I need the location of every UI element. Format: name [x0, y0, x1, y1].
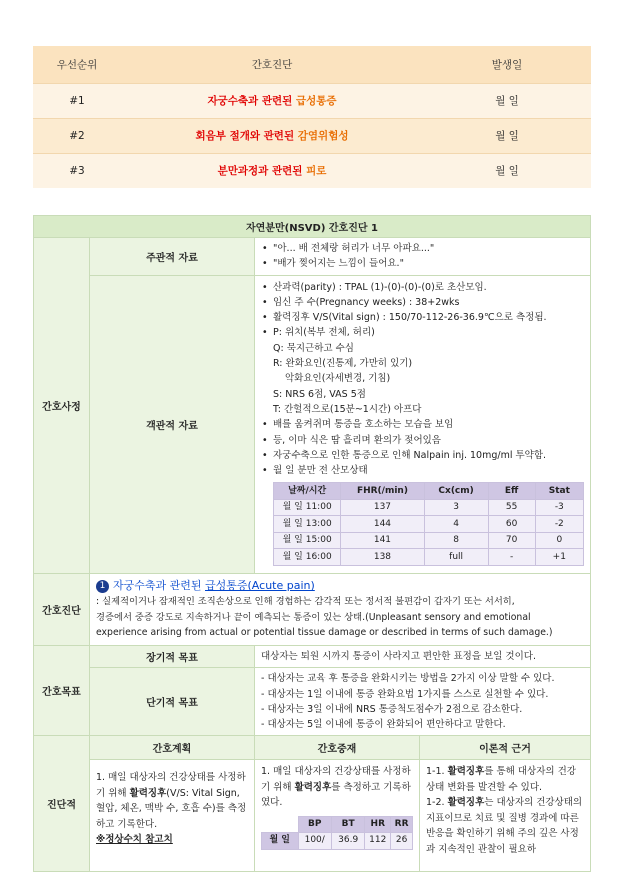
diagnosis-definition: : 실제적이거나 잠재적인 조직손상으로 인해 경험하는 감각적 또는 정서적 불편감이 갑자기 또는 서서히, 경증에서 중증 강도로 지속하거나 끝이 예측되는 통증이 있는 상태.(Unpleasant sensory and emotional experience arising from actual or potential tissue damage or described in terms of such damage.)	[96, 596, 553, 639]
table-row	[33, 83, 591, 118]
list-item: • 임신 주 수(Pregnancy weeks) : 38+2wks	[261, 295, 584, 310]
lab-cell: 0	[535, 532, 583, 549]
vital-signs-table	[261, 816, 413, 850]
objective-data	[255, 275, 591, 573]
header-diagnosis: 간호진단	[121, 46, 423, 83]
header-date: 발생일	[423, 46, 591, 83]
pqrst-r-sub: 악화요인(자세변경, 기침)	[285, 373, 391, 385]
goals-label: 간호목표	[34, 645, 90, 735]
diagnosis-content	[90, 573, 591, 645]
lab-cell: 144	[341, 516, 424, 533]
rationale-content	[420, 760, 591, 872]
lab-cell: full	[424, 549, 488, 566]
care-plan-table	[33, 215, 591, 872]
lab-cell: 월 일 15:00	[274, 532, 341, 549]
table-row	[33, 153, 591, 188]
implementation-header: 간호중재	[255, 736, 420, 760]
long-term-goal-label: 장기적 목표	[90, 645, 255, 667]
care-plan-title: 자연분만(NSVD) 간호진단 1	[34, 216, 591, 238]
lab-cell: 138	[341, 549, 424, 566]
list-item: - 대상자는 5일 이내에 통증이 완화되어 편안하다고 말한다.	[261, 719, 506, 731]
list-item: • "배가 찢어지는 느낌이 들어요."	[261, 256, 584, 271]
list-item: • 자궁수축으로 인한 통증으로 인해 Nalpain inj. 10mg/ml 투약함.	[261, 448, 584, 463]
lab-cell: 월 일 13:00	[274, 516, 341, 533]
lab-cell: 55	[488, 499, 535, 516]
lab-cell: -3	[535, 499, 583, 516]
table-row	[262, 833, 413, 850]
subjective-data	[255, 238, 591, 276]
header-priority: 우선순위	[33, 46, 121, 83]
lab-header: Stat	[535, 483, 583, 500]
vs-header: BP	[298, 816, 331, 833]
list-item: • "아... 배 전체랑 허리가 너무 아파요..."	[261, 241, 584, 256]
rank: #2	[33, 118, 121, 153]
lab-cell: 8	[424, 532, 488, 549]
vs-header: RR	[391, 816, 413, 833]
lab-header: 날짜/시간	[274, 483, 341, 500]
number-badge: 1	[96, 580, 109, 593]
lab-cell: 4	[424, 516, 488, 533]
vs-cell: 36.9	[331, 833, 364, 850]
list-item: - 대상자는 교육 후 통증을 완화시키는 방법을 2가지 이상 말할 수 있다.	[261, 673, 555, 685]
lab-header: Cx(cm)	[424, 483, 488, 500]
list-item: • 월 일 분만 전 산모상태	[261, 463, 584, 478]
implementation-content: 1. 매일 대상자의 건강상태를 사정하기 위해 활력징후를 측정하고 기록하였다. BP BT HR RR 월 일 100/ 36.9 112 26	[255, 760, 420, 872]
list-item: • P: 위치(복부 전체, 허리)	[261, 325, 584, 340]
list-item: • 산과력(parity) : TPAL (1)-(0)-(0)-(0)로 초산모임.	[261, 280, 584, 295]
rationale-1: 1-1. 활력징후를 통해 대상자의 건강상태 변화를 발견할 수 있다.	[426, 766, 576, 793]
date: 월 일	[423, 118, 591, 153]
lab-cell: 월 일 11:00	[274, 499, 341, 516]
lab-cell: 70	[488, 532, 535, 549]
lab-header: Eff	[488, 483, 535, 500]
assessment-label: 간호사정	[34, 238, 90, 574]
labor-progress-table	[273, 482, 584, 566]
rationale-header: 이론적 근거	[420, 736, 591, 760]
plan-header: 간호계획	[90, 736, 255, 760]
diagnosis-title: 1 자궁수축과 관련된 급성통증(Acute pain)	[96, 578, 584, 594]
vs-cell: 100/	[298, 833, 331, 850]
normal-values-note: ※정상수치 참고치	[96, 834, 173, 846]
lab-cell: 141	[341, 532, 424, 549]
lab-cell: 월 일 16:00	[274, 549, 341, 566]
pqrst-q: Q: 묵지근하고 수심	[273, 342, 354, 354]
table-row	[274, 499, 584, 516]
lab-header: FHR(/min)	[341, 483, 424, 500]
long-term-goal: 대상자는 퇴원 시까지 통증이 사라지고 편안한 표정을 보일 것이다.	[255, 645, 591, 667]
table-row	[274, 516, 584, 533]
priority-table	[33, 46, 591, 188]
objective-label: 객관적 자료	[90, 275, 255, 573]
vs-header: BT	[331, 816, 364, 833]
vs-cell: 112	[365, 833, 391, 850]
table-row	[274, 549, 584, 566]
short-term-goals	[255, 668, 591, 736]
diagnosis: 분만과정과 관련된 피로	[121, 153, 423, 188]
list-item: - 대상자는 3일 이내에 NRS 통증척도점수가 2점으로 감소한다.	[261, 703, 523, 715]
plan-content: 1. 매일 대상자의 건강상태를 사정하기 위해 활력징후(V/S: Vital Sign, 혈압, 체온, 맥박 수, 호흡 수)를 측정하고 기록한다. ※정상수치 참고치	[90, 760, 255, 872]
table-row	[274, 532, 584, 549]
lab-cell: 3	[424, 499, 488, 516]
intervention-label: 진단적	[34, 736, 90, 872]
lab-cell: 60	[488, 516, 535, 533]
table-row	[33, 118, 591, 153]
pqrst-t: T: 간헐적으로(15분~1시간) 아프다	[273, 403, 422, 415]
subjective-label: 주관적 자료	[90, 238, 255, 276]
rank: #3	[33, 153, 121, 188]
diagnosis: 자궁수축과 관련된 급성통증	[121, 83, 423, 118]
list-item: • 등, 이마 식은 땀 흘리며 환의가 젖어있음	[261, 433, 584, 448]
date: 월 일	[423, 153, 591, 188]
pqrst-s: S: NRS 6점, VAS 5점	[273, 388, 366, 400]
diagnosis-label: 간호진단	[34, 573, 90, 645]
diagnosis: 회음부 절개와 관련된 감염위험성	[121, 118, 423, 153]
rationale-2: 1-2. 활력징후는 대상자의 건강상태의 지표이므로 치료 및 질병 경과에 따른 반응을 확인하기 위해 주의 깊은 사정과 지속적인 관찰이 필요하	[426, 797, 583, 855]
lab-cell: 137	[341, 499, 424, 516]
list-item: • 배를 움켜쥐며 통증을 호소하는 모습을 보임	[261, 417, 584, 432]
rank: #1	[33, 83, 121, 118]
vs-row-label: 월 일	[262, 833, 299, 850]
date: 월 일	[423, 83, 591, 118]
vs-cell: 26	[391, 833, 413, 850]
vs-header: HR	[365, 816, 391, 833]
lab-cell: +1	[535, 549, 583, 566]
list-item: • 활력징후 V/S(Vital sign) : 150/70-112-26-36.9℃으로 측정됨.	[261, 310, 584, 325]
lab-cell: -	[488, 549, 535, 566]
list-item: - 대상자는 1일 이내에 통증 완화요법 1가지를 스스로 실천할 수 있다.	[261, 688, 549, 700]
lab-cell: -2	[535, 516, 583, 533]
pqrst-r: R: 완화요인(진통제, 가만히 있기)	[273, 358, 413, 370]
short-term-goal-label: 단기적 목표	[90, 668, 255, 736]
